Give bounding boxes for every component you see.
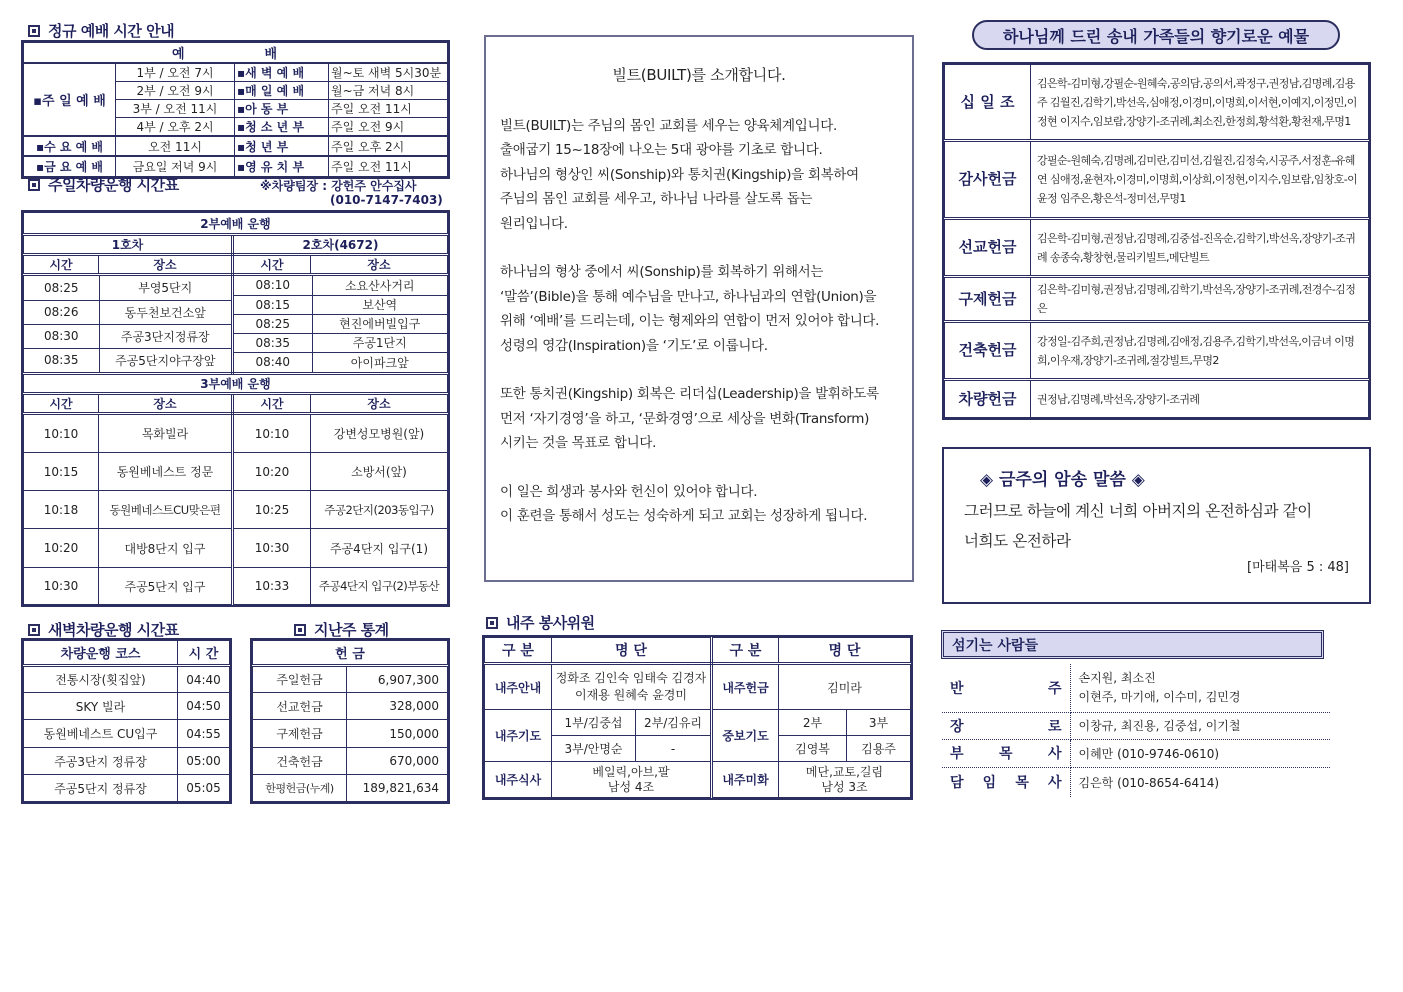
table-row: 10:20 대방8단지 입구 10:30 주공4단지 입구(1) [24,529,448,568]
table-row: 주일헌금 6,907,300 [253,666,448,693]
square-bullet-icon [294,624,306,636]
offerings-title-banner: 하나님께 드린 송내 가족들의 향기로운 예물 [972,20,1340,50]
table-row: 10:10 목화빌라 10:10 강변성모병원(앞) [24,414,448,453]
shuttle-leader-phone: (010-7147-7403) [330,193,443,207]
server-row: 부 목 사 이혜만 (010-9746-0610) [942,739,1330,767]
offerings-table [942,62,1371,420]
sunday-shuttle-table: 2부예배 운행 1호차 2호차(4672) 시간 장소 시간 장소 08:25 부영5단지 08:26 동두천보건소앞 08:30 주공3단지정류장 08:35 주공5단지야구장앞 08:10 소요산사거리 08:15 보산역 08:25 현진에버빌입구 08:35 주공1단지 08:40 아이파크앞 3부예배 운행 시간 장소 시간 장소 10:10 목화빌라 10:10 강변성모병원(앞) 10:15 동원베네스트 정문 10:20 소방서(앞) 10:18 동원베네스트CU맞은편 10:25 주공2단지(203동입구) 10:20 대방8단지 입구 10:30 주공4단지 입구(1) 10:30 주공5단지 입구 10:33 주공4단지 입구(2)부동산 [21,210,450,607]
table-row: 10:30 주공5단지 입구 10:33 주공4단지 입구(2)부동산 [24,568,448,605]
worship-schedule-title: 정규 예배 시간 안내 [28,20,174,41]
built-intro-title: 빌트(BUILT)를 소개합니다. [612,66,786,84]
table-row: 건축헌금 670,000 [253,748,448,775]
table-row: 한평헌금(누계) 189,821,634 [253,775,448,802]
sunday-shuttle-title: 주일차량운행 시간표 [28,174,179,195]
memory-verse-reference: [마태복음 5 : 48] [1247,560,1349,575]
worship-schedule-table: 예 배 ▪주 일 예 배 1부 / 오전 7시 ▪새 벽 예 배 월~토 새벽 5시30분 2부 / 오전 9시 ▪매 일 예 배 월~금 저녁 8시 3부 / 오전 11시 ▪아 동 부 주일 오전 11시 4부 / 오후 2시 ▪청 소 년 부 주일 오전 9시 ▪수 요 예 배 오전 11시 ▪청 년 부 주일 오후 2시 ▪금 요 예 배 금요일 저녁 9시 ▪영 유 치 부 주일 오전 11시 [21,40,450,179]
built-intro-box [484,35,914,582]
server-row: 담 임 목 사 김은학 (010-8654-6414) [942,767,1330,797]
shuttle-leader: ※차량팀장 : 강헌주 안수집사 [260,179,417,193]
table-row: 구제헌금 150,000 [253,720,448,748]
built-paragraph: 이 일은 희생과 봉사와 헌신이 있어야 합니다. 이 훈련을 통해서 성도는 성숙하게 되고 교회는 성장하게 됩니다. [500,483,868,524]
built-paragraph: 또한 통치권(Kingship) 회복은 리더십(Leadership)을 발휘하도록 먼저 ‘자기경영’을 하고, ‘문화경영’으로 세상을 변화(Transform) 시키는 것을 목표로 합니다. [500,386,879,451]
square-bullet-icon [28,25,40,37]
built-paragraph: 빌트(BUILT)는 주님의 몸인 교회를 세우는 양육체계입니다. 출애굽기 15~18장에 나오는 5대 광야를 기초로 합니다. 하나님의 형상인 씨(Sonship)와 통치권(Kingship)을 회복하여 주님의 몸인 교회를 세우고, 하나님 나라를 살도록 돕는 원리입니다. [500,117,859,232]
square-bullet-icon [28,179,40,191]
offering-row: 십 일 조 김은학-김미형,강필순-원혜숙,공의담,공의서,곽정구,권정남,김명례,김용주 김월진,김학기,박선옥,심애정,이경미,이명희,이서현,이예지,이정민,이정현 이지수,임보람,장양기-조귀례,최소진,한정희,황석환,황천재,무명1 [945,65,1369,141]
square-bullet-icon [28,624,40,636]
server-row: 장 로 이창규, 최진용, 김중섭, 이기철 [942,712,1330,739]
offering-row: 건축헌금 강정일-김주희,권정남,김명례,김애정,김용주,김학기,박선옥,이금녀 이명희,이우재,장양기-조귀례,절강빌트,무명2 [945,322,1369,380]
dawn-shuttle-table: 차량운행 코스 시 간 전통시장(횟집앞) 04:40 SKY 빌라 04:50 동원베네스트 CU입구 04:55 주공3단지 정류장 05:00 주공5단지 정류장 05:05 [21,638,232,804]
offering-row: 구제헌금 김은학-김미형,권정남,김명례,김학기,박선옥,장양기-조귀례,전경수-김정은 [945,277,1369,322]
built-paragraph: 하나님의 형상 중에서 씨(Sonship)를 회복하기 위해서는 ‘말씀’(Bible)을 통해 예수님을 만나고, 하나님과의 연합(Union)을 위해 ‘예배’를 드리는데, 이는 형제와의 연합이 먼저 있어야 합니다. 성령의 영감(Inspiration)을 ‘기도’로 이룹니다. [500,264,880,354]
square-bullet-icon [486,617,498,629]
dawn-shuttle-title: 새벽차량운행 시간표 [28,619,179,640]
table-row: 10:15 동원베네스트 정문 10:20 소방서(앞) [24,453,448,491]
table-row: 선교헌금 328,000 [253,693,448,720]
next-week-servants-table: 구 분 명 단 구 분 명 단 내주안내 정화조 김인숙 임태숙 김경자 이재용 원혜숙 윤경미 내주헌금 김미라 내주기도 1부/김중섭 2부/김유리 중보기도 2부 3부 3부/안명순 - 김영복 김용주 내주식사 베일릭,아브,팔 남성 4조 내주미화 메단,교토,길림 남성 3조 [482,635,913,800]
memory-verse-box [942,447,1371,604]
memory-verse-title: ◈ 금주의 암송 말씀 ◈ [980,470,1145,490]
table-row: 10:18 동원베네스트CU맞은편 10:25 주공2단지(203동입구) [24,491,448,529]
table-row: 전통시장(횟집앞) 04:40 [24,666,230,693]
server-row: 반 주 손지원, 최소진 이현주, 마기애, 이수미, 김민경 [942,664,1330,712]
table-row: 주공3단지 정류장 05:00 [24,748,230,775]
servers-title: 섬기는 사람들 [941,630,1324,659]
servers-list [942,664,1330,797]
last-week-stats-table: 헌 금 주일헌금 6,907,300 선교헌금 328,000 구제헌금 150,000 건축헌금 670,000 한평헌금(누계) 189,821,634 [250,638,450,804]
next-week-servants-title: 내주 봉사위원 [486,612,595,633]
offering-row: 선교헌금 김은학-김미형,권정남,김명례,김중섭-진옥순,김학기,박선옥,장양기-조귀례 송종숙,황창현,물리키빌트,메단빌트 [945,219,1369,277]
table-row: 주공5단지 정류장 05:05 [24,775,230,802]
offering-row: 감사헌금 강필순-원혜숙,김명례,김미란,김미선,김월진,김정숙,시공주,서정훈-유혜연 심애정,윤현자,이경미,이명희,이상희,이정현,이지수,임보람,임창호-이윤정 임주은,황은석-정미선,무명1 [945,141,1369,219]
offering-row: 차량헌금 권정남,김명례,박선옥,장양기-조귀례 [945,380,1369,418]
last-week-stats-title: 지난주 통계 [294,619,389,640]
table-row: SKY 빌라 04:50 [24,693,230,720]
memory-verse-text: 그러므로 하늘에 계신 너희 아버지의 온전하심과 같이 너희도 온전하라 [964,502,1312,550]
table-row: 동원베네스트 CU입구 04:55 [24,720,230,748]
